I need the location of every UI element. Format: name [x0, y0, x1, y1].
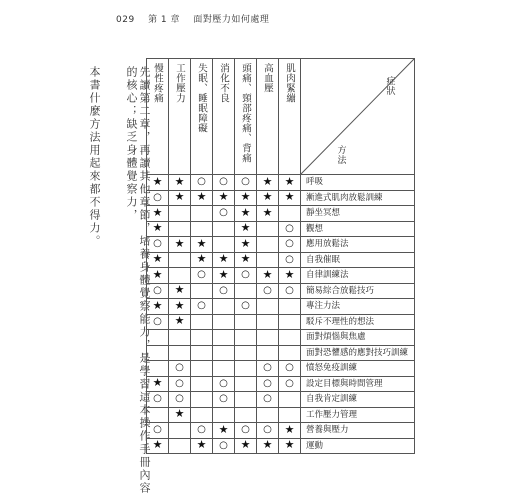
mark-cell [279, 175, 301, 191]
table-row [147, 314, 415, 330]
circle-icon: ○ [263, 424, 272, 436]
table-row [147, 423, 415, 439]
mark-cell [235, 314, 257, 330]
star-icon: ★ [240, 205, 251, 219]
table-row [147, 345, 415, 361]
mark-cell [279, 206, 301, 222]
mark-cell [147, 237, 169, 253]
mark-cell [257, 206, 279, 222]
mark-cell [169, 330, 191, 346]
mark-cell [279, 345, 301, 361]
star-icon: ★ [196, 252, 207, 266]
symptom-header: 肌肉緊繃 [279, 59, 301, 175]
star-icon: ★ [174, 283, 185, 297]
mark-cell [169, 314, 191, 330]
circle-icon: ○ [153, 315, 162, 327]
mark-cell [257, 376, 279, 392]
mark-cell [169, 423, 191, 439]
mark-cell [213, 206, 235, 222]
mark-cell [235, 190, 257, 206]
table-row [147, 330, 415, 346]
mark-cell [191, 252, 213, 268]
star-icon: ★ [262, 174, 273, 188]
mark-cell [213, 361, 235, 377]
mark-cell [169, 268, 191, 284]
circle-icon: ○ [219, 284, 228, 296]
mark-cell [235, 423, 257, 439]
symptoms-label: 症狀 [386, 77, 396, 97]
mark-cell [235, 221, 257, 237]
circle-icon: ○ [219, 377, 228, 389]
star-icon: ★ [152, 267, 163, 281]
mark-cell [235, 361, 257, 377]
circle-icon: ○ [153, 393, 162, 405]
circle-icon: ○ [197, 176, 206, 188]
mark-cell [147, 361, 169, 377]
method-label: 憤怒免疫訓練 [301, 361, 415, 377]
mark-cell [169, 376, 191, 392]
chapter-title: 面對壓力如何處理 [193, 15, 270, 25]
star-icon: ★ [152, 438, 163, 452]
star-icon: ★ [284, 422, 295, 436]
mark-cell [169, 206, 191, 222]
method-label: 觀想 [301, 221, 415, 237]
star-icon: ★ [196, 438, 207, 452]
mark-cell [279, 407, 301, 423]
mark-cell [257, 252, 279, 268]
method-label: 自我肯定訓練 [301, 392, 415, 408]
star-icon: ★ [218, 267, 229, 281]
circle-icon: ○ [285, 377, 294, 389]
mark-cell [235, 330, 257, 346]
method-label: 自律訓練法 [301, 268, 415, 284]
mark-cell [279, 268, 301, 284]
star-icon: ★ [196, 236, 207, 250]
mark-cell [279, 299, 301, 315]
mark-cell [147, 190, 169, 206]
mark-cell [257, 283, 279, 299]
circle-icon: ○ [219, 439, 228, 451]
table-row [147, 392, 415, 408]
mark-cell [147, 221, 169, 237]
table-row [147, 252, 415, 268]
mark-cell [235, 345, 257, 361]
mark-cell [191, 268, 213, 284]
mark-cell [191, 221, 213, 237]
method-label: 呼吸 [301, 175, 415, 191]
star-icon: ★ [262, 205, 273, 219]
methods-label: 方法 [337, 146, 347, 166]
mark-cell [257, 361, 279, 377]
mark-cell [279, 252, 301, 268]
table-row [147, 221, 415, 237]
table-row [147, 283, 415, 299]
mark-cell [191, 392, 213, 408]
star-icon: ★ [152, 252, 163, 266]
method-label: 簡易綜合放鬆技巧 [301, 283, 415, 299]
mark-cell [279, 361, 301, 377]
table-row [147, 175, 415, 191]
method-label: 面對恐懼感的應對技巧訓練 [301, 345, 415, 361]
circle-icon: ○ [219, 207, 228, 219]
method-label: 專注力法 [301, 299, 415, 315]
mark-cell [213, 237, 235, 253]
mark-cell [257, 330, 279, 346]
mark-cell [147, 175, 169, 191]
star-icon: ★ [262, 438, 273, 452]
method-label: 運動 [301, 438, 415, 454]
mark-cell [257, 221, 279, 237]
table-row [147, 438, 415, 454]
mark-cell [257, 392, 279, 408]
mark-cell [169, 221, 191, 237]
mark-cell [191, 423, 213, 439]
method-label: 漸進式肌肉放鬆訓練 [301, 190, 415, 206]
mark-cell [213, 314, 235, 330]
star-icon: ★ [174, 174, 185, 188]
mark-cell [147, 407, 169, 423]
mark-cell [169, 237, 191, 253]
star-icon: ★ [174, 190, 185, 204]
mark-cell [213, 190, 235, 206]
mark-cell [257, 423, 279, 439]
circle-icon: ○ [263, 377, 272, 389]
star-icon: ★ [240, 438, 251, 452]
star-icon: ★ [284, 174, 295, 188]
mark-cell [213, 376, 235, 392]
circle-icon: ○ [285, 253, 294, 265]
circle-icon: ○ [153, 191, 162, 203]
corner-header [301, 59, 415, 175]
mark-cell [191, 407, 213, 423]
circle-icon: ○ [197, 424, 206, 436]
table-row [147, 299, 415, 315]
star-icon: ★ [152, 298, 163, 312]
star-icon: ★ [196, 190, 207, 204]
mark-cell [279, 237, 301, 253]
mark-cell [147, 345, 169, 361]
mark-cell [213, 299, 235, 315]
mark-cell [191, 299, 213, 315]
mark-cell [169, 361, 191, 377]
table-header-row [147, 59, 415, 175]
star-icon: ★ [284, 267, 295, 281]
mark-cell [147, 268, 169, 284]
mark-cell [191, 314, 213, 330]
star-icon: ★ [240, 252, 251, 266]
mark-cell [257, 190, 279, 206]
page-number: 029 [116, 15, 135, 25]
symptom-method-table [146, 58, 415, 454]
symptom-header: 頭痛、頸部疼痛、背痛 [235, 59, 257, 175]
mark-cell [213, 252, 235, 268]
symptom-header: 高血壓 [257, 59, 279, 175]
page-header [116, 12, 279, 25]
mark-cell [235, 237, 257, 253]
star-icon: ★ [218, 422, 229, 436]
circle-icon: ○ [197, 269, 206, 281]
mark-cell [191, 283, 213, 299]
mark-cell [213, 423, 235, 439]
table-row [147, 190, 415, 206]
star-icon: ★ [152, 221, 163, 235]
side-text-left: 本書什麼方法用起來都不得力。 [88, 66, 101, 248]
star-icon: ★ [174, 236, 185, 250]
mark-cell [169, 283, 191, 299]
circle-icon: ○ [241, 176, 250, 188]
circle-icon: ○ [285, 222, 294, 234]
method-label: 工作壓力管理 [301, 407, 415, 423]
method-label: 營養與壓力 [301, 423, 415, 439]
mark-cell [213, 175, 235, 191]
circle-icon: ○ [175, 393, 184, 405]
table-row [147, 376, 415, 392]
mark-cell [169, 252, 191, 268]
star-icon: ★ [262, 267, 273, 281]
method-label: 面對煩惱與焦慮 [301, 330, 415, 346]
mark-cell [257, 237, 279, 253]
circle-icon: ○ [153, 284, 162, 296]
star-icon: ★ [174, 314, 185, 328]
star-icon: ★ [240, 190, 251, 204]
mark-cell [147, 392, 169, 408]
circle-icon: ○ [175, 377, 184, 389]
diagonal-divider [301, 59, 414, 174]
mark-cell [257, 268, 279, 284]
mark-cell [169, 299, 191, 315]
mark-cell [147, 376, 169, 392]
star-icon: ★ [240, 221, 251, 235]
mark-cell [147, 299, 169, 315]
star-icon: ★ [240, 236, 251, 250]
star-icon: ★ [152, 174, 163, 188]
star-icon: ★ [284, 438, 295, 452]
circle-icon: ○ [263, 284, 272, 296]
table-row [147, 237, 415, 253]
mark-cell [235, 438, 257, 454]
mark-cell [235, 392, 257, 408]
mark-cell [257, 407, 279, 423]
circle-icon: ○ [219, 393, 228, 405]
circle-icon: ○ [263, 362, 272, 374]
mark-cell [213, 268, 235, 284]
mark-cell [257, 299, 279, 315]
method-label: 靜坐冥想 [301, 206, 415, 222]
circle-icon: ○ [285, 284, 294, 296]
mark-cell [191, 376, 213, 392]
mark-cell [235, 252, 257, 268]
symptom-header: 失眠、睡眠障礙 [191, 59, 213, 175]
mark-cell [213, 392, 235, 408]
mark-cell [235, 175, 257, 191]
star-icon: ★ [218, 252, 229, 266]
mark-cell [213, 330, 235, 346]
star-icon: ★ [218, 190, 229, 204]
mark-cell [169, 190, 191, 206]
symptom-header: 消化不良 [213, 59, 235, 175]
symptom-header: 慢性疼痛 [147, 59, 169, 175]
mark-cell [169, 407, 191, 423]
circle-icon: ○ [175, 362, 184, 374]
circle-icon: ○ [241, 269, 250, 281]
mark-cell [169, 345, 191, 361]
method-label: 自我催眠 [301, 252, 415, 268]
mark-cell [213, 438, 235, 454]
mark-cell [169, 438, 191, 454]
mark-cell [257, 314, 279, 330]
mark-cell [235, 206, 257, 222]
mark-cell [279, 392, 301, 408]
mark-cell [213, 345, 235, 361]
method-label: 應用放鬆法 [301, 237, 415, 253]
mark-cell [191, 330, 213, 346]
circle-icon: ○ [285, 238, 294, 250]
star-icon: ★ [284, 190, 295, 204]
symptom-header: 工作壓力 [169, 59, 191, 175]
star-icon: ★ [174, 407, 185, 421]
mark-cell [279, 376, 301, 392]
star-icon: ★ [174, 298, 185, 312]
mark-cell [279, 283, 301, 299]
circle-icon: ○ [241, 300, 250, 312]
mark-cell [147, 314, 169, 330]
mark-cell [191, 206, 213, 222]
mark-cell [257, 345, 279, 361]
mark-cell [191, 175, 213, 191]
circle-icon: ○ [153, 424, 162, 436]
table-row [147, 407, 415, 423]
mark-cell [191, 237, 213, 253]
mark-cell [147, 283, 169, 299]
side-text-right: 先讀第二章，再讀其他章節，培養身體覺察能力，是學習這本操作手冊內容的核心；缺乏身體覺察力， [125, 66, 151, 495]
chapter-label: 第 1 章 [148, 15, 181, 25]
circle-icon: ○ [219, 176, 228, 188]
mark-cell [257, 175, 279, 191]
table-row [147, 268, 415, 284]
mark-cell [235, 299, 257, 315]
star-icon: ★ [262, 190, 273, 204]
mark-cell [213, 283, 235, 299]
mark-cell [279, 330, 301, 346]
method-label: 駁斥不理性的想法 [301, 314, 415, 330]
mark-cell [147, 252, 169, 268]
mark-cell [257, 438, 279, 454]
mark-cell [235, 268, 257, 284]
mark-cell [191, 190, 213, 206]
table-row [147, 206, 415, 222]
mark-cell [279, 314, 301, 330]
mark-cell [191, 345, 213, 361]
mark-cell [279, 221, 301, 237]
circle-icon: ○ [197, 300, 206, 312]
mark-cell [279, 190, 301, 206]
mark-cell [213, 221, 235, 237]
mark-cell [235, 407, 257, 423]
mark-cell [235, 376, 257, 392]
mark-cell [169, 175, 191, 191]
circle-icon: ○ [285, 362, 294, 374]
mark-cell [147, 206, 169, 222]
mark-cell [235, 283, 257, 299]
circle-icon: ○ [241, 424, 250, 436]
mark-cell [279, 423, 301, 439]
method-label: 設定目標與時間管理 [301, 376, 415, 392]
mark-cell [147, 330, 169, 346]
circle-icon: ○ [153, 238, 162, 250]
mark-cell [147, 423, 169, 439]
mark-cell [191, 361, 213, 377]
mark-cell [279, 438, 301, 454]
star-icon: ★ [152, 205, 163, 219]
mark-cell [169, 392, 191, 408]
circle-icon: ○ [263, 393, 272, 405]
star-icon: ★ [152, 376, 163, 390]
mark-cell [147, 438, 169, 454]
mark-cell [213, 407, 235, 423]
mark-cell [191, 438, 213, 454]
table-row [147, 361, 415, 377]
